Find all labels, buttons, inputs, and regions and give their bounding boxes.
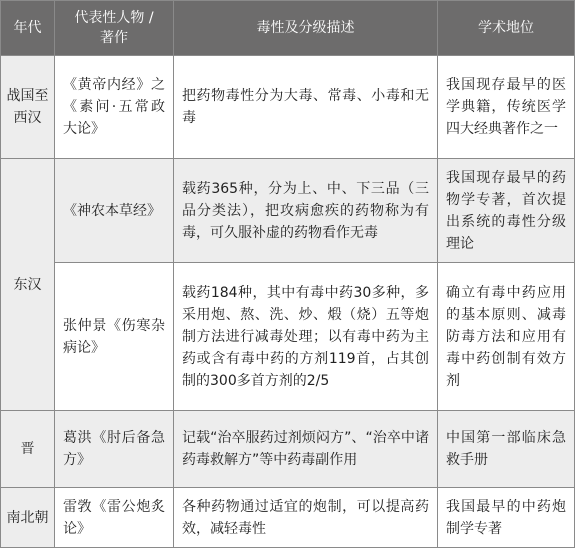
header-toxicity: 毒性及分级描述	[174, 1, 438, 56]
table-row	[1, 263, 575, 411]
era-cell: 战国至西汉	[1, 56, 55, 159]
toxicity-cell: 记载“治卒服药过剂烦闷方”、“治卒中诸药毒救解方”等中药毒副作用	[174, 411, 438, 488]
toxicity-cell: 载药365种，分为上、中、下三品（三品分类法），把攻病愈疾的药物称为有毒，可久服补虚的药物看作无毒	[174, 159, 438, 263]
era-cell: 南北朝	[1, 488, 55, 548]
header-status: 学术地位	[438, 1, 575, 56]
table-row	[1, 159, 575, 263]
toxicity-cell: 载药184种，其中有毒中药30多种，多采用炮、熬、洗、炒、煅（烧）五等炮制方法进行减毒处理；以有毒中药为主药或含有毒中药的方剂119首，占其创制的300多首方剂的2/5	[174, 263, 438, 411]
table-row	[1, 488, 575, 548]
table-row	[1, 411, 575, 488]
work-cell: 《黄帝内经》之《素问·五常政大论》	[55, 56, 174, 159]
work-cell: 张仲景《伤寒杂病论》	[55, 263, 174, 411]
status-cell: 我国现存最早的医学典籍，传统医学四大经典著作之一	[438, 56, 575, 159]
toxicity-cell: 各种药物通过适宜的炮制，可以提高药效，减轻毒性	[174, 488, 438, 548]
toxicity-cell: 把药物毒性分为大毒、常毒、小毒和无毒	[174, 56, 438, 159]
status-cell: 中国第一部临床急救手册	[438, 411, 575, 488]
header-row	[1, 1, 575, 56]
status-cell: 确立有毒中药应用的基本原则、减毒防毒方法和应用有毒中药创制有效方剂	[438, 263, 575, 411]
status-cell: 我国最早的中药炮制学专著	[438, 488, 575, 548]
work-cell: 雷敩《雷公炮炙论》	[55, 488, 174, 548]
work-cell: 《神农本草经》	[55, 159, 174, 263]
era-cell: 晋	[1, 411, 55, 488]
work-cell: 葛洪《肘后备急方》	[55, 411, 174, 488]
header-era: 年代	[1, 1, 55, 56]
era-cell: 东汉	[1, 159, 55, 411]
table-row	[1, 56, 575, 159]
status-cell: 我国现存最早的药物学专著，首次提出系统的毒性分级理论	[438, 159, 575, 263]
header-person-work: 代表性人物 / 著作	[55, 1, 174, 56]
